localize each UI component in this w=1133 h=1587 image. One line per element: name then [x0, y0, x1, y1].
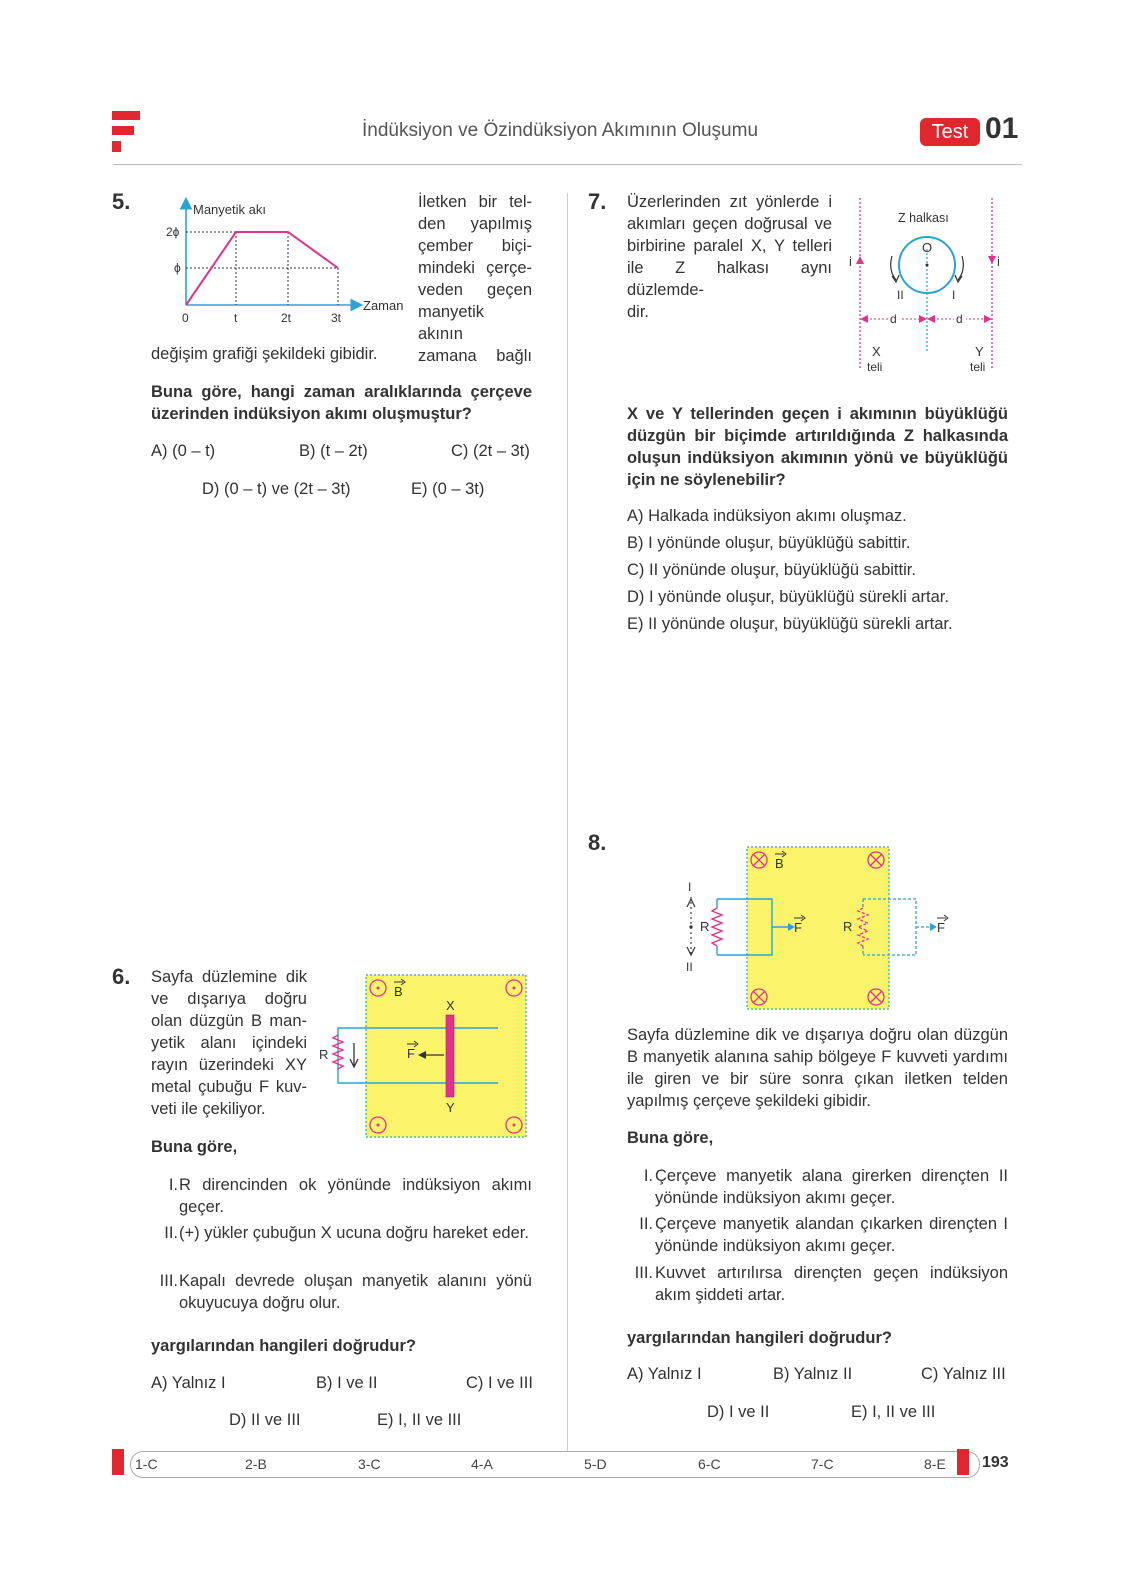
q6-intro-line: yetik alanı içindeki: [151, 1034, 307, 1052]
q8-field-figure: [680, 843, 955, 1013]
answer-key-item: 8-E: [924, 1456, 946, 1472]
q7-option-a[interactable]: A) Halkada indüksiyon akımı oluşmaz.: [627, 507, 907, 525]
q6-rail-figure: [318, 973, 530, 1141]
q5-option-a[interactable]: A) (0 – t): [151, 442, 216, 460]
q6-intro-line: metal çubuğu F kuv-: [151, 1078, 307, 1096]
q7-fig-x-teli: teli: [867, 360, 883, 374]
q8-option-d[interactable]: D) I ve II: [707, 1403, 770, 1421]
q7-fig-o: O: [922, 240, 933, 255]
q7-fig-ii: II: [897, 288, 904, 302]
footer-left-bar: [112, 1449, 124, 1475]
q8-statement-num: II.: [639, 1215, 653, 1233]
q6-statement-text: Kapalı devrede oluşan manyetik alanını yönü okuyucuya doğru olur.: [179, 1272, 532, 1312]
q5-intro-tail: değişim grafiği şekildeki gibidir.: [151, 345, 378, 363]
q8-intro: Sayfa düzlemine dik ve dışarıya doğru olan düzgün B manyetik alanına sahip bölgeye F kuvveti yardımı ile giren ve bir süre sonra çıkan iletken telden yapılmış çerçeve şekildeki gibidir.: [627, 1026, 1008, 1110]
q8-statement-text: Çerçeve manyetik alandan çıkarken dirençten I yönünde indüksiyon akımı geçer.: [655, 1215, 1008, 1255]
q6-intro-line: veti ile çekiliyor.: [151, 1100, 266, 1118]
q5-ytick-phi: ϕ: [174, 261, 181, 275]
q6-intro: [151, 966, 307, 1120]
q8-statement-num: I.: [643, 1167, 653, 1185]
q6-statement-num: III.: [159, 1272, 178, 1290]
q6-number: 6.: [112, 964, 131, 989]
q8-fig-i: I: [688, 880, 692, 894]
answer-key-item: 5-D: [584, 1456, 607, 1472]
page-title: İndüksiyon ve Özindüksiyon Akımının Oluşumu: [361, 120, 759, 141]
q6-intro-line: olan düzgün B man-: [151, 1012, 307, 1030]
q8-fig-ii: II: [686, 960, 693, 974]
q5-xtick-3t: 3t: [331, 311, 342, 325]
page-number: 193: [982, 1454, 1009, 1471]
q7-fig-d-right: d: [956, 312, 963, 326]
q5-intro-line: manyetik akının: [418, 303, 485, 343]
q7-fig-y-teli: teli: [970, 360, 986, 374]
q7-question: X ve Y tellerinden geçen i akımının büyüklüğü düzgün bir biçimde artırıldığında Z halkasında oluşun indüksiyon akımının yönü ve büyüklüğü için ne söylenebilir?: [627, 405, 1008, 489]
q5-number: 5.: [112, 189, 131, 214]
q6-option-d[interactable]: D) II ve III: [229, 1411, 301, 1429]
q7-option-e[interactable]: E) II yönünde oluşur, büyüklüğü sürekli artar.: [627, 615, 953, 633]
q8-fig-f-left: F: [794, 920, 802, 935]
q6-question: yargılarından hangileri doğrudur?: [151, 1337, 416, 1355]
q7-intro-line: akımları geçen doğrusal ve: [627, 215, 832, 233]
answer-key-item: 7-C: [811, 1456, 834, 1472]
q7-fig-y: Y: [975, 344, 984, 359]
q8-statement-text: Çerçeve manyetik alana girerken dirençten II yönünde indüksiyon akımı geçer.: [655, 1167, 1008, 1207]
header-divider: [113, 164, 1022, 165]
q8-statement-2: [627, 1213, 1008, 1257]
q5-intro-line: zamana bağlı: [418, 347, 532, 365]
q8-fig-r-right: R: [843, 919, 853, 934]
q7-ring-figure: [844, 194, 1004, 376]
q6-fig-x: X: [446, 998, 455, 1013]
q6-intro-line: ve dışarıya doğru: [151, 990, 307, 1008]
q8-statement-text: Kuvvet artırılırsa dirençten geçen indüksiyon akım şiddeti artar.: [655, 1264, 1008, 1304]
footer-right-bar: [957, 1449, 969, 1475]
q6-fig-r: R: [319, 1047, 329, 1062]
q7-intro-line: birbirine paralel X, Y telleri: [627, 237, 832, 255]
q8-statement-3: [627, 1262, 1008, 1306]
brand-logo: [112, 111, 142, 153]
q6-statement-num: II.: [164, 1224, 178, 1242]
q8-statement-1: [627, 1165, 1008, 1209]
q6-intro-line: rayın üzerindeki XY: [151, 1056, 307, 1074]
q5-option-b[interactable]: B) (t – 2t): [299, 442, 368, 460]
q6-statement-2: [151, 1222, 532, 1244]
answer-key-item: 1-C: [135, 1456, 158, 1472]
q5-intro-line: veden geçen: [418, 281, 532, 299]
q7-fig-d-left: d: [890, 312, 897, 326]
answer-key-item: 6-C: [698, 1456, 721, 1472]
answer-key-item: 3-C: [358, 1456, 381, 1472]
q8-option-b[interactable]: B) Yalnız II: [773, 1365, 853, 1383]
q8-option-a[interactable]: A) Yalnız I: [627, 1365, 702, 1383]
q5-ytick-2phi: 2ϕ: [166, 225, 180, 239]
q5-intro-side: [418, 191, 532, 367]
q8-fig-f-right: F: [937, 920, 945, 935]
q8-option-e[interactable]: E) I, II ve III: [851, 1403, 936, 1421]
q7-number: 7.: [588, 189, 607, 214]
q6-statement-text: R direncinden ok yönünde indüksiyon akımı geçer.: [179, 1176, 532, 1216]
q8-number: 8.: [588, 830, 607, 855]
q6-intro-line: Sayfa düzlemine dik: [151, 968, 307, 986]
q8-statement-num: III.: [634, 1264, 653, 1282]
q6-fig-f: F: [407, 1046, 415, 1061]
q7-fig-i-dir: I: [952, 288, 956, 302]
q8-fig-r-left: R: [700, 919, 710, 934]
q7-intro-line: ile Z halkası aynı düzlemde-: [627, 259, 832, 299]
q5-x-label: Zaman: [363, 298, 404, 313]
q6-fig-y: Y: [446, 1100, 455, 1115]
q6-fig-b: B: [394, 984, 403, 999]
q7-fig-i-left: i: [849, 254, 852, 269]
q6-option-b[interactable]: B) I ve II: [316, 1374, 378, 1392]
q7-fig-ring: Z halkası: [898, 211, 949, 225]
q5-intro-line: İletken bir tel-: [418, 193, 532, 211]
q5-xtick-0: 0: [182, 311, 189, 325]
answer-key-item: 2-B: [245, 1456, 267, 1472]
q5-xtick-t: t: [234, 311, 238, 325]
q6-statement-1: [151, 1174, 532, 1218]
q6-option-e[interactable]: E) I, II ve III: [377, 1411, 462, 1429]
q5-option-e[interactable]: E) (0 – 3t): [411, 480, 485, 498]
q7-option-b[interactable]: B) I yönünde oluşur, büyüklüğü sabittir.: [627, 534, 911, 552]
q7-intro-line: Üzerlerinden zıt yönlerde i: [627, 193, 832, 211]
q5-option-d[interactable]: D) (0 – t) ve (2t – 3t): [202, 480, 351, 498]
q5-intro-line: den yapılmış: [418, 215, 532, 233]
q5-question: Buna göre, hangi zaman aralıklarında çerçeve üzerinden indüksiyon akımı oluşmuştur?: [151, 383, 532, 423]
q6-option-a[interactable]: A) Yalnız I: [151, 1374, 226, 1392]
q5-intro-line: çember biçi-: [418, 237, 532, 255]
answer-key-item: 4-A: [471, 1456, 493, 1472]
q5-intro-line: mindeki çerçe-: [418, 259, 532, 277]
q6-statement-3: [151, 1270, 532, 1314]
q7-fig-i-right: i: [997, 254, 1000, 269]
q5-option-c[interactable]: C) (2t – 3t): [451, 442, 530, 460]
q6-option-c[interactable]: C) I ve III: [466, 1374, 533, 1392]
q5-xtick-2t: 2t: [281, 311, 292, 325]
q6-statement-text: (+) yükler çubuğun X ucuna doğru hareket eder.: [179, 1224, 529, 1242]
q7-intro: [627, 191, 832, 323]
q7-option-d[interactable]: D) I yönünde oluşur, büyüklüğü sürekli artar.: [627, 588, 949, 606]
test-badge: Test: [920, 118, 980, 146]
q7-fig-x: X: [872, 344, 881, 359]
q5-y-label: Manyetik akı: [193, 202, 266, 217]
q7-intro-line: dir.: [627, 303, 650, 321]
q8-fig-b: B: [775, 856, 784, 871]
q7-option-c[interactable]: C) II yönünde oluşur, büyüklüğü sabittir.: [627, 561, 916, 579]
test-number: 01: [985, 112, 1019, 145]
q6-lead: Buna göre,: [151, 1138, 238, 1156]
q8-lead: Buna göre,: [627, 1129, 714, 1147]
q8-question: yargılarından hangileri doğrudur?: [627, 1329, 892, 1347]
column-divider: [567, 193, 568, 1451]
q8-option-c[interactable]: C) Yalnız III: [921, 1365, 1006, 1383]
q6-statement-num: I.: [168, 1176, 178, 1194]
q5-flux-graph: [150, 192, 415, 332]
